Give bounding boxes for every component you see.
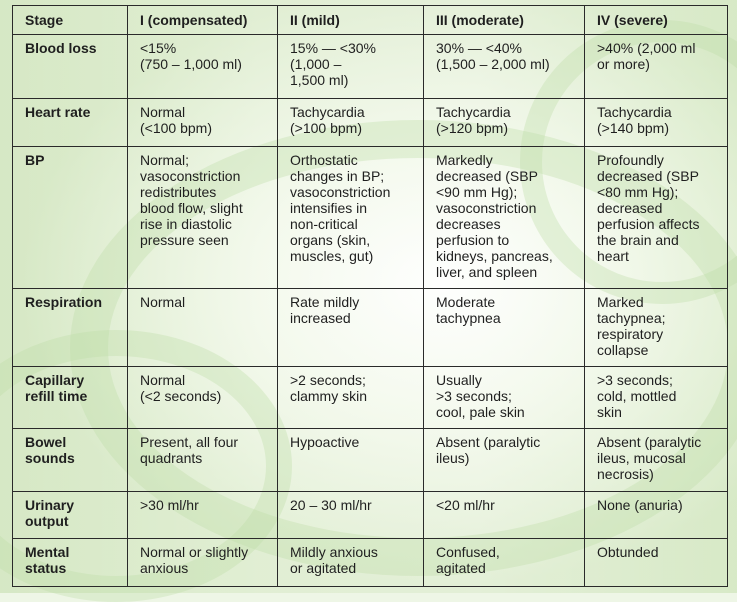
table-header-row (13, 6, 728, 35)
row-label: Heart rate (13, 99, 128, 147)
row-label: Urinary output (13, 492, 128, 539)
table-cell: Obtunded (585, 539, 728, 587)
table-row (13, 367, 728, 429)
table-cell: Absent (paralytic ileus) (424, 429, 585, 492)
table-cell: Normal (128, 289, 278, 367)
table-cell: 30% — <40% (1,500 – 2,000 ml) (424, 35, 585, 99)
row-label: Capillary refill time (13, 367, 128, 429)
column-header: Stage (13, 6, 128, 35)
table-row (13, 429, 728, 492)
table-row (13, 289, 728, 367)
table-cell: Markedly decreased (SBP <90 mm Hg); vasoconstriction decreases perfusion to kidneys, pancreas, liver, and spleen (424, 147, 585, 289)
table-row (13, 492, 728, 539)
row-label: BP (13, 147, 128, 289)
table-cell: Present, all four quadrants (128, 429, 278, 492)
table-cell: Moderate tachypnea (424, 289, 585, 367)
table-cell: Absent (paralytic ileus, mucosal necrosis) (585, 429, 728, 492)
row-label: Mental status (13, 539, 128, 587)
table-cell: Tachycardia (>120 bpm) (424, 99, 585, 147)
table-cell: >3 seconds; cold, mottled skin (585, 367, 728, 429)
table-cell: Confused, agitated (424, 539, 585, 587)
column-header: IV (severe) (585, 6, 728, 35)
column-header: I (compensated) (128, 6, 278, 35)
table-cell: Tachycardia (>140 bpm) (585, 99, 728, 147)
table-cell: Usually >3 seconds; cool, pale skin (424, 367, 585, 429)
table-row (13, 99, 728, 147)
table-row (13, 35, 728, 99)
table-cell: >2 seconds; clammy skin (278, 367, 424, 429)
table-row (13, 147, 728, 289)
table-cell: None (anuria) (585, 492, 728, 539)
row-label: Respiration (13, 289, 128, 367)
table-cell: Normal (<100 bpm) (128, 99, 278, 147)
table-row (13, 539, 728, 587)
row-label: Blood loss (13, 35, 128, 99)
table-cell: Rate mildly increased (278, 289, 424, 367)
table-cell: Marked tachypnea; respiratory collapse (585, 289, 728, 367)
table-cell: Mildly anxious or agitated (278, 539, 424, 587)
table-cell: >40% (2,000 ml or more) (585, 35, 728, 99)
table-cell: 15% — <30% (1,000 – 1,500 ml) (278, 35, 424, 99)
column-header: II (mild) (278, 6, 424, 35)
table-cell: >30 ml/hr (128, 492, 278, 539)
table-cell: Tachycardia (>100 bpm) (278, 99, 424, 147)
shock-stages-table (12, 5, 728, 587)
column-header: III (moderate) (424, 6, 585, 35)
table-cell: Orthostatic changes in BP; vasoconstriction intensifies in non-critical organs (skin, muscles, gut) (278, 147, 424, 289)
table-cell: Normal or slightly anxious (128, 539, 278, 587)
table-cell: Hypoactive (278, 429, 424, 492)
table-cell: Profoundly decreased (SBP <80 mm Hg); decreased perfusion affects the brain and heart (585, 147, 728, 289)
table-cell: 20 – 30 ml/hr (278, 492, 424, 539)
table-cell: <15% (750 – 1,000 ml) (128, 35, 278, 99)
table-cell: Normal; vasoconstriction redistributes blood flow, slight rise in diastolic pressure seen (128, 147, 278, 289)
table-cell: <20 ml/hr (424, 492, 585, 539)
row-label: Bowel sounds (13, 429, 128, 492)
table-cell: Normal (<2 seconds) (128, 367, 278, 429)
